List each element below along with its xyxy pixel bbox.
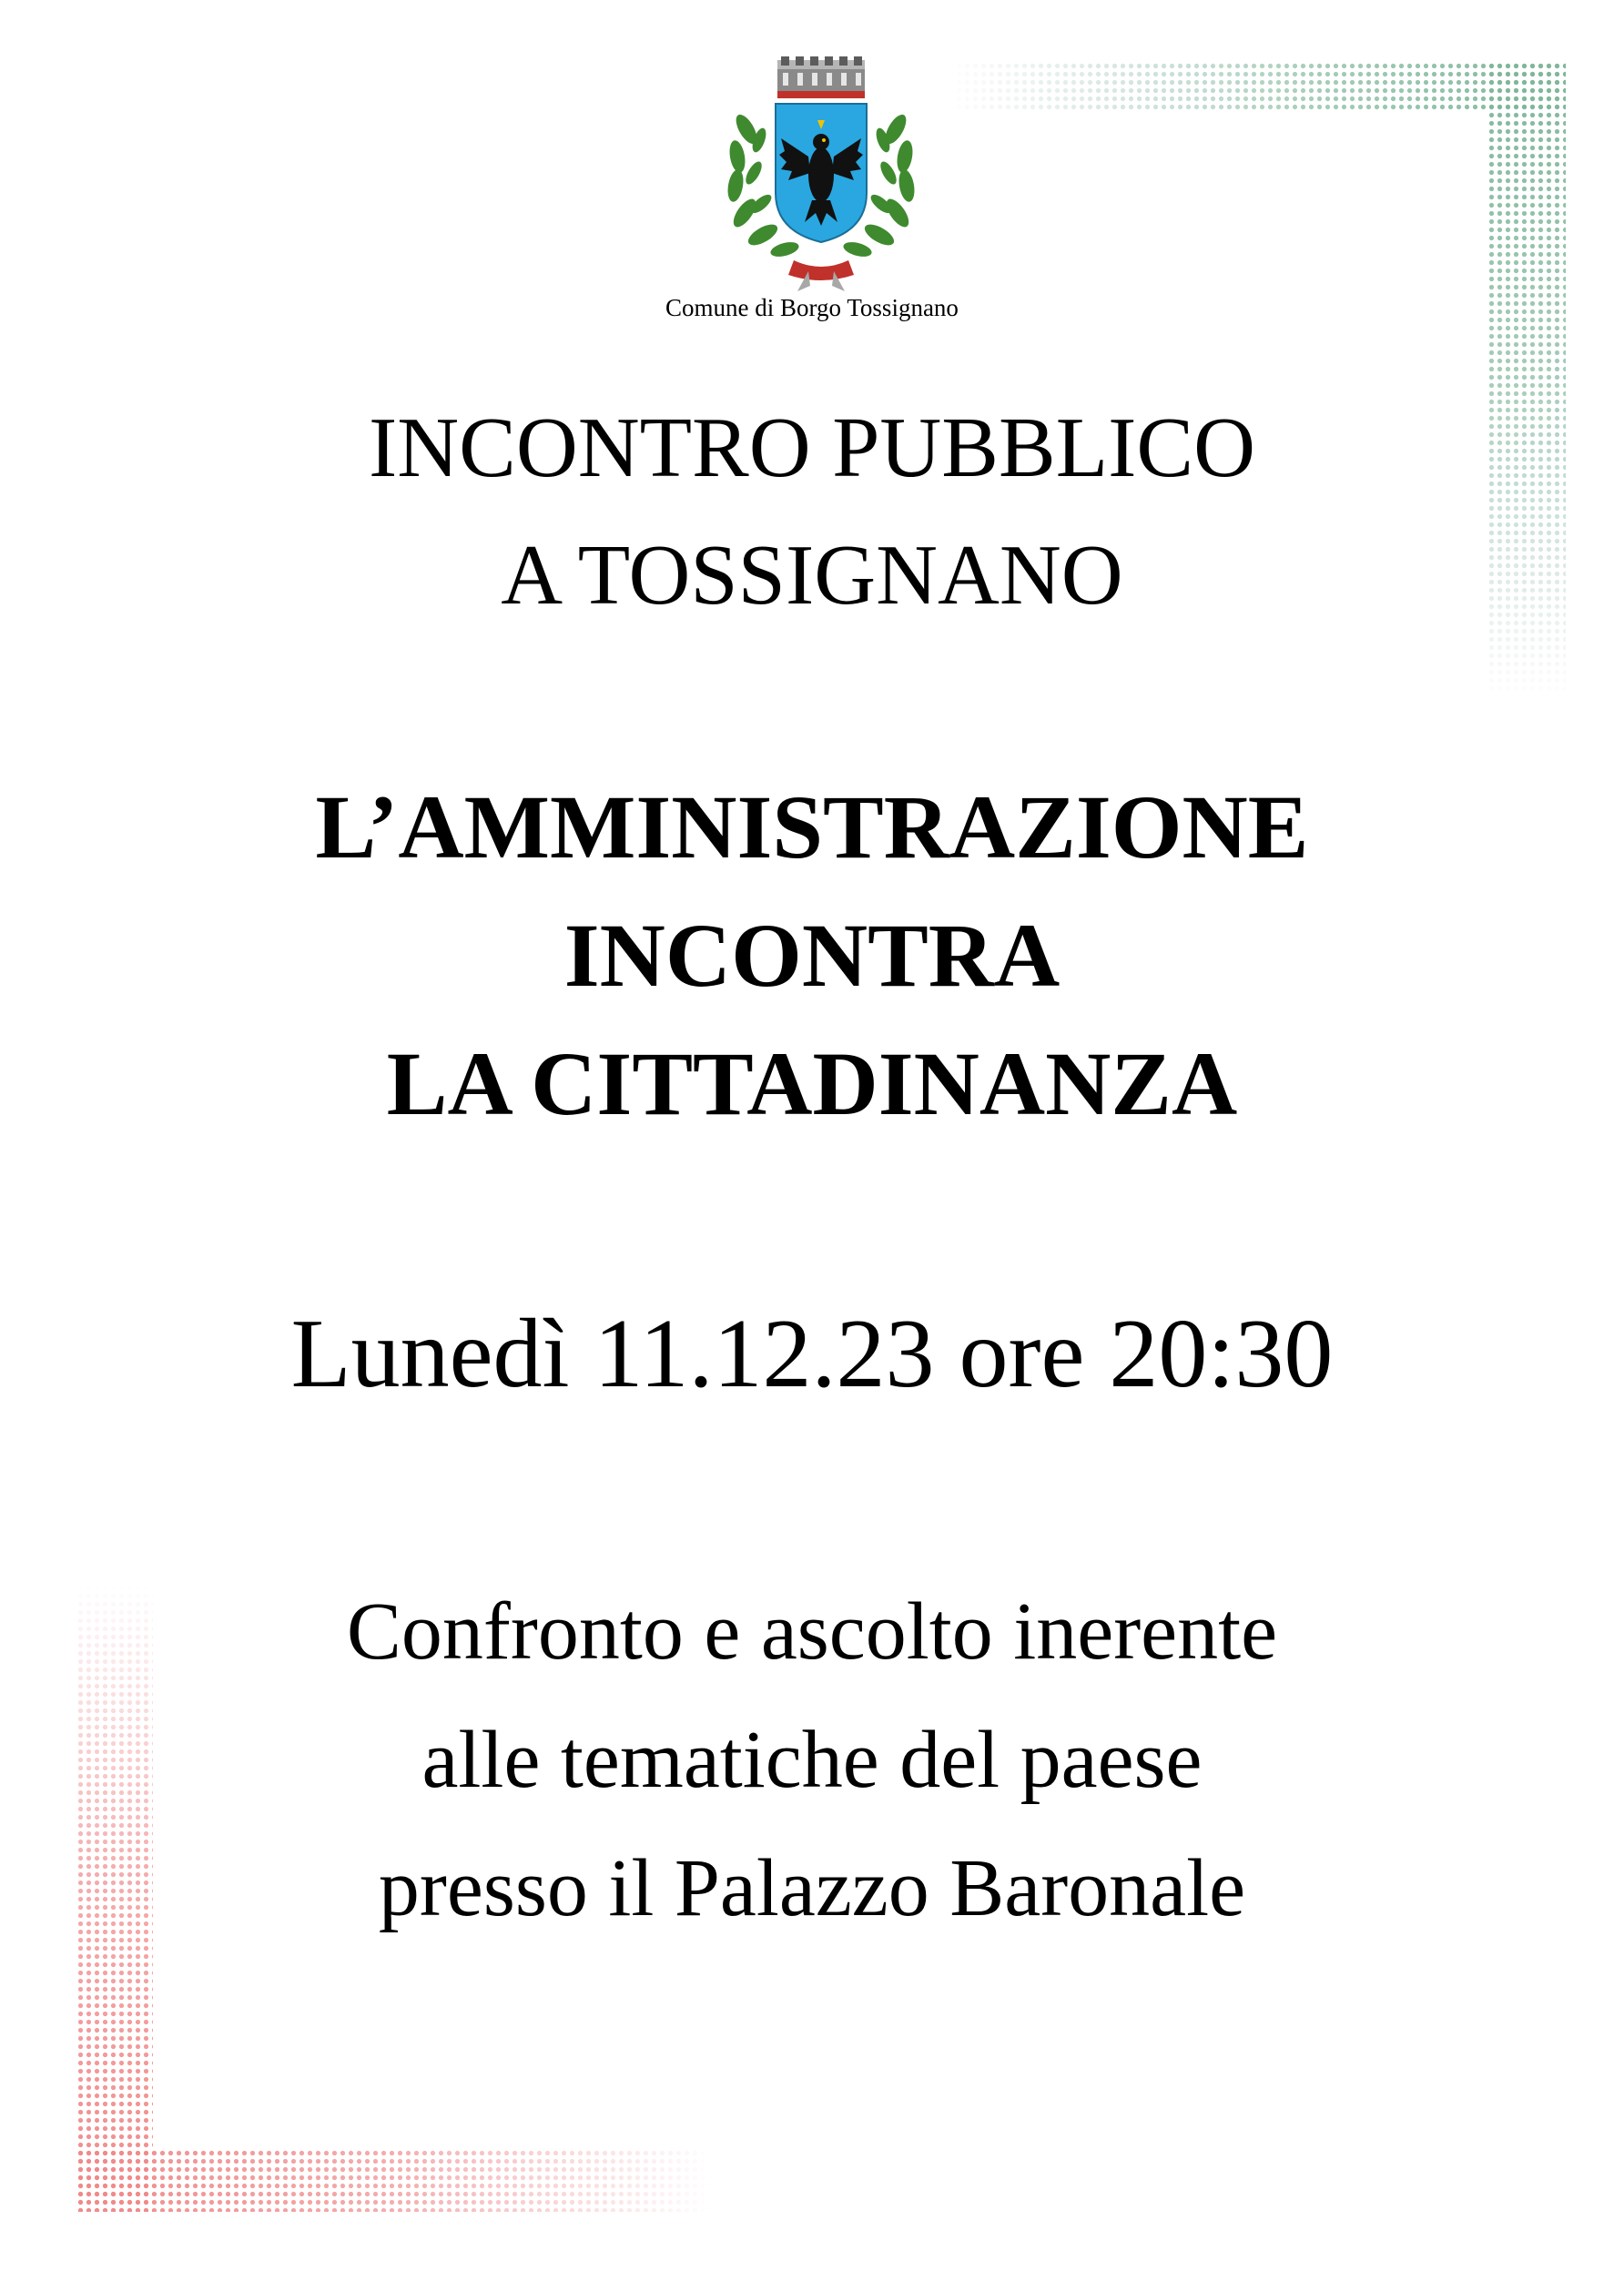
event-headline-line-1: L’AMMINISTRAZIONE	[315, 776, 1309, 877]
event-headline	[0, 763, 1624, 1148]
event-details	[0, 1567, 1624, 1952]
event-headline-line-3: LA CITTADINANZA	[386, 1033, 1238, 1134]
event-title	[0, 384, 1624, 639]
event-title-line-1: INCONTRO PUBBLICO	[368, 400, 1255, 495]
crown-icon	[777, 56, 865, 98]
event-details-line-3: presso il Palazzo Baronale	[378, 1843, 1246, 1933]
event-details-line-2: alle tematiche del paese	[421, 1715, 1203, 1805]
municipality-caption: Comune di Borgo Tossignano	[665, 294, 959, 321]
event-details-line-1: Confronto e ascolto inerente	[346, 1587, 1278, 1677]
event-title-line-2: A TOSSIGNANO	[501, 528, 1123, 623]
event-headline-line-2: INCONTRA	[563, 905, 1061, 1006]
coat-of-arms-icon	[721, 56, 921, 293]
event-date: Lunedì 11.12.23 ore 20:30	[290, 1300, 1334, 1408]
